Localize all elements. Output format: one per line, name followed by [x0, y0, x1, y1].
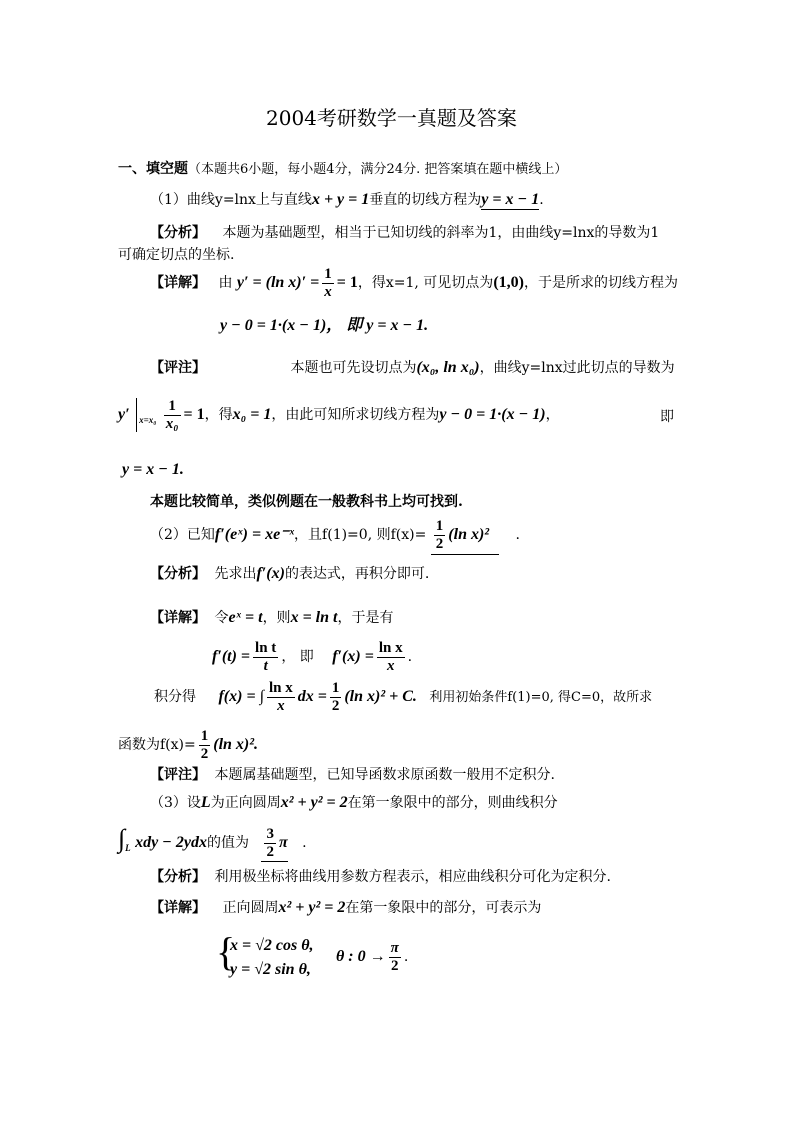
q2-fprime-eqs: [212, 640, 412, 674]
q1-pz-point: (x₀, ln x₀): [416, 359, 480, 376]
q2-mid: ，且f(1)=0, 则f(x)=: [294, 527, 427, 543]
frac-num: 1: [200, 728, 209, 744]
frac-num: 1: [324, 266, 332, 282]
frac-den: 2: [435, 535, 444, 552]
q2-int-l: f(x) = ∫: [218, 688, 264, 705]
q2-fn-tail: (ln x)².: [213, 736, 259, 753]
q2-int-lead: 积分得: [154, 689, 196, 705]
q3-sys1: x = √2 cos θ,: [230, 937, 314, 954]
brace: {: [216, 929, 236, 974]
q1-pz-frac: [164, 398, 181, 432]
frac-den: 2: [266, 843, 274, 860]
frac-num: 1: [168, 398, 176, 414]
xiangjie-tag: 【详解】: [150, 275, 206, 291]
q2-lead: （2）已知: [150, 527, 215, 543]
frac-den: x: [277, 697, 285, 714]
q1-tangent-eq: y − 0 = 1·(x − 1)， 即 y = x − 1.: [220, 317, 429, 334]
q1-fenxi-text-2: 可确定切点的坐标.: [118, 247, 235, 263]
q2-ans-tail: (ln x)²: [448, 526, 490, 543]
q2-int-tail: 利用初始条件f(1)=0, 得C=0，故所求: [429, 690, 653, 705]
frac-den: x: [324, 283, 332, 300]
xiangjie-tag: 【详解】: [150, 900, 206, 916]
frac-num: 1: [331, 680, 340, 696]
fenxi-tag: 【分析】: [150, 225, 206, 241]
section-header: [118, 162, 567, 176]
frac-num: 3: [266, 826, 274, 842]
q1-pz-derivative: [118, 398, 560, 432]
xiangjie-tag: 【详解】: [150, 610, 206, 626]
frac-den: x: [386, 657, 395, 674]
q2-f2-l: f′(x) =: [332, 648, 374, 665]
q2-pingzhu-text: 本题属基础题型，已知导函数求原函数一般用不定积分.: [214, 767, 555, 783]
eval-bar: [136, 398, 137, 432]
frac-den: x₀: [165, 415, 179, 432]
frac-num: 1: [435, 518, 444, 534]
q2-integral: [154, 680, 652, 714]
q3-L: L: [200, 794, 211, 811]
q2-f2-tail: .: [407, 649, 413, 665]
q2-pingzhu: [150, 768, 555, 782]
q2-fenxi-a: 先求出: [214, 566, 257, 582]
q1-statement: [150, 192, 544, 208]
fenxi-tag: 【分析】: [150, 566, 206, 582]
q3-lead: （3）设: [150, 795, 201, 811]
q2-given: f′(eˣ) = xe⁻ˣ: [214, 526, 295, 543]
q1-lead: （1）曲线y=lnx上与直线: [150, 192, 312, 208]
q2-fn-lead: 函数为f(x)=: [118, 737, 196, 753]
frac-num: π: [390, 940, 399, 956]
q2-statement: [150, 518, 520, 555]
q1-pz-a: 本题也可先设切点为: [290, 360, 417, 376]
pingzhu-tag: 【评注】: [150, 767, 206, 783]
frac-num: ln x: [378, 640, 403, 656]
q1-fenxi-text: 本题为基础题型，相当于已知切线的斜率为1，由曲线y=lnx的导数为1: [222, 225, 660, 241]
q3-line-integral: [118, 826, 307, 862]
q1-pingzhu: [150, 360, 675, 376]
q1-pz-x0: x₀ = 1: [232, 406, 272, 423]
q1-xj-a: 由: [218, 275, 233, 291]
q1-pz-ji: 即: [660, 409, 674, 425]
q1-pz-eq: = 1: [183, 406, 205, 423]
q1-xiangjie: [150, 266, 678, 300]
q2-function: [118, 728, 258, 762]
q3-sys2: y = √2 sin θ,: [230, 961, 311, 978]
q2-xj-b: ，则: [262, 610, 291, 626]
q2-fenxi-b: 的表达式，再积分即可.: [284, 566, 430, 582]
q2-xj-a: 令: [214, 610, 229, 626]
q1-xj-point: (1,0): [493, 274, 524, 291]
q2-xj-sub: eˣ = t: [228, 609, 263, 626]
q1-note: 本题比较简单，类似例题在一般教科书上均可找到.: [150, 494, 463, 510]
q2-answer: [431, 518, 499, 555]
q1-line-eq: x + y = 1: [311, 191, 370, 208]
q1-xj-frac: [322, 266, 334, 300]
q2-xj-x: x = ln t: [290, 609, 338, 626]
q3-theta: θ : 0 →: [336, 948, 386, 965]
pingzhu-tag: 【评注】: [150, 360, 206, 376]
q1-xj-b: ，得x=1, 可见切点为: [357, 275, 494, 291]
q1-tail: .: [539, 192, 544, 208]
q3-ans-pi: π: [278, 834, 288, 851]
q3-xiangjie: [150, 900, 541, 916]
q1-pz-line: y − 0 = 1·(x − 1): [439, 406, 546, 423]
q3-integrand: xdy − 2ydx: [135, 834, 207, 851]
q1-pz-e: ，: [545, 407, 560, 423]
q3-answer: [261, 826, 287, 862]
frac-num: ln x: [268, 680, 293, 696]
q1-pz-sub: x=x₀: [139, 414, 157, 425]
q1-pz-b: ，曲线y=lnx过此切点的导数为: [479, 360, 675, 376]
q2-f1-ji: ， 即: [281, 649, 314, 665]
q2-fenxi: [150, 566, 429, 582]
q3-xj-circle: x² + y² = 2: [278, 899, 346, 916]
q3-mid: 为正向圆周: [210, 795, 281, 811]
q1-fenxi: [150, 226, 659, 240]
q2-fenxi-f: f′(x): [256, 565, 285, 582]
frac-den: 2: [331, 697, 340, 714]
q2-f1-l: f′(t) =: [212, 648, 251, 665]
q3-theta-range: [336, 940, 408, 974]
q3-int-sub: L: [125, 842, 131, 853]
q2-int-res: (ln x)² + C.: [344, 688, 417, 705]
q3-val-lead: 的值为: [206, 835, 249, 851]
frac-den: 2: [390, 957, 399, 974]
q1-xj-c: ，于是所求的切线方程为: [523, 275, 678, 291]
q3-xj-b: 在第一象限中的部分，可表示为: [345, 900, 542, 916]
q1-answer: y = x − 1: [481, 191, 540, 208]
q1-xj-eq2: = 1: [336, 274, 358, 291]
q1-pz-y: y′: [118, 406, 130, 423]
q2-tail: .: [515, 527, 520, 543]
q1-pz-last: y = x − 1.: [122, 461, 184, 478]
q3-fenxi: [150, 870, 611, 884]
q3-mid2: 在第一象限中的部分，则曲线积分: [347, 795, 558, 811]
q1-pz-d: ，由此可知所求切线方程为: [271, 407, 440, 423]
q1-mid: 垂直的切线方程为: [369, 192, 482, 208]
page-title: 2004考研数学一真题及答案: [266, 106, 517, 130]
q1-pz-c: ，得: [204, 407, 233, 423]
q3-circle: x² + y² = 2: [280, 794, 348, 811]
q2-xiangjie: [150, 610, 393, 626]
section-heading: 一、填空题: [118, 161, 188, 177]
q3-statement: [150, 795, 558, 811]
integral-sign: ∫: [118, 824, 126, 853]
q3-xj-a: 正向圆周: [222, 900, 279, 916]
q2-int-dx: dx =: [297, 688, 327, 705]
q3-fenxi-text: 利用极坐标将曲线用参数方程表示，相应曲线积分可化为定积分.: [214, 869, 611, 885]
fenxi-tag: 【分析】: [150, 869, 206, 885]
q2-xj-c: ，于是有: [337, 610, 394, 626]
q3-th-tail: .: [403, 949, 409, 965]
frac-den: 2: [200, 745, 209, 762]
q1-xj-eq: y′ = (ln x)′ =: [236, 274, 320, 291]
frac-num: ln t: [255, 640, 277, 656]
section-desc: （本题共6小题，每小题4分，满分24分. 把答案填在题中横线上）: [188, 162, 568, 177]
q3-tail: .: [302, 835, 307, 851]
frac-den: t: [263, 657, 268, 674]
